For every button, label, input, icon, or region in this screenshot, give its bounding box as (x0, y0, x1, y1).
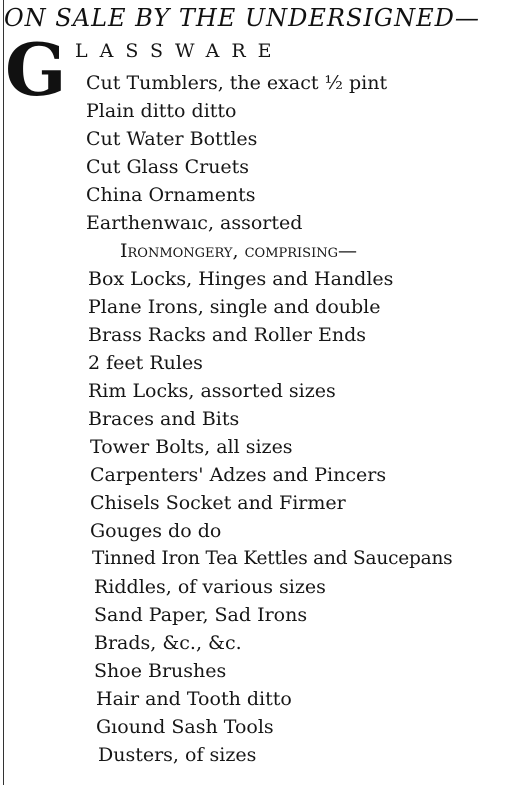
list-item: Shoe Brushes (94, 660, 227, 682)
list-item: Plain ditto ditto (86, 100, 237, 122)
list-item: Earthenwaıc, assorted (86, 212, 303, 234)
list-item: Brass Racks and Roller Ends (88, 324, 366, 346)
list-item: Braces and Bits (88, 408, 240, 430)
list-item: Gouges do do (90, 520, 222, 542)
list-item: Cut Water Bottles (86, 128, 258, 150)
list-item: China Ornaments (86, 184, 256, 206)
list-item: Gıound Sash Tools (96, 716, 274, 738)
list-item: Tower Bolts, all sizes (90, 436, 293, 458)
column-rule (3, 0, 4, 785)
list-item: Carpenters' Adzes and Pincers (90, 464, 387, 486)
notice-heading: ON SALE BY THE UNDERSIGNED— (4, 4, 480, 32)
list-item: Chisels Socket and Firmer (90, 492, 346, 514)
list-item: Rim Locks, assorted sizes (88, 380, 336, 402)
section-title-glassware: LASSWARE (75, 40, 284, 62)
list-item: Box Locks, Hinges and Handles (88, 268, 394, 290)
list-item: Cut Glass Cruets (86, 156, 250, 178)
list-item: 2 feet Rules (88, 352, 203, 374)
list-item: Sand Paper, Sad Irons (94, 604, 308, 626)
list-item: Hair and Tooth ditto (96, 688, 292, 710)
list-item: Riddles, of various sizes (94, 576, 326, 598)
list-item: Cut Tumblers, the exact ½ pint (86, 72, 388, 94)
section-title-ironmongery: Ironmongery, comprising— (120, 240, 357, 262)
drop-cap: G (5, 27, 67, 112)
list-item: Dusters, of sizes (98, 744, 257, 766)
list-item: Plane Irons, single and double (88, 296, 381, 318)
list-item: Brads, &c., &c. (94, 632, 242, 654)
list-item: Tinned Iron Tea Kettles and Saucepans (92, 548, 453, 569)
